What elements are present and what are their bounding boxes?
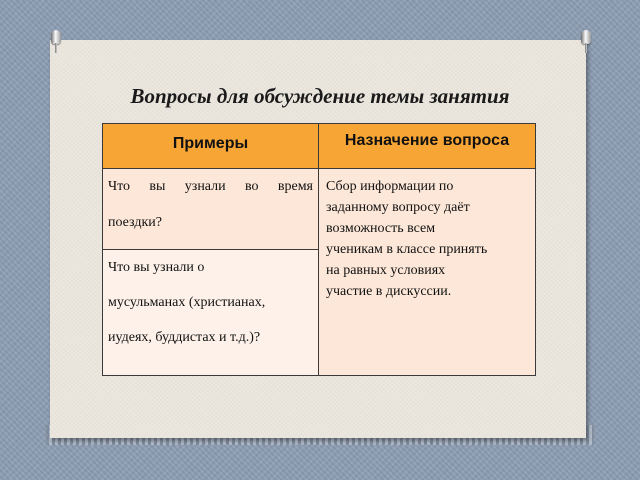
- purpose-line: возможность всем: [326, 221, 436, 236]
- slide-title: Вопросы для обсуждение темы занятия: [130, 84, 510, 108]
- example-2-line: Что вы узнали о: [108, 260, 205, 275]
- example-1-line: Что вы узнали во время: [108, 179, 313, 194]
- purpose-line: Сбор информации по: [326, 179, 454, 194]
- example-question-2: [103, 250, 319, 375]
- example-1-line: поездки?: [108, 215, 162, 230]
- purpose-line: заданному вопросу даёт: [326, 200, 470, 215]
- discussion-table: [102, 123, 536, 376]
- header-examples: Примеры: [103, 124, 319, 168]
- example-2-line: мусульманах (христианах,: [108, 295, 266, 310]
- header-purpose: Назначение вопроса: [319, 124, 535, 168]
- purpose-line: участие в дискуссии.: [326, 284, 452, 299]
- purpose-line: ученикам в классе принять: [326, 242, 488, 257]
- example-question-1: [103, 168, 319, 250]
- question-purpose: [319, 168, 535, 375]
- pushpin-icon: [580, 30, 592, 54]
- example-2-line: иудеях, буддистах и т.д.)?: [108, 330, 261, 345]
- pushpin-icon: [50, 30, 62, 54]
- purpose-line: на равных условиях: [326, 263, 446, 278]
